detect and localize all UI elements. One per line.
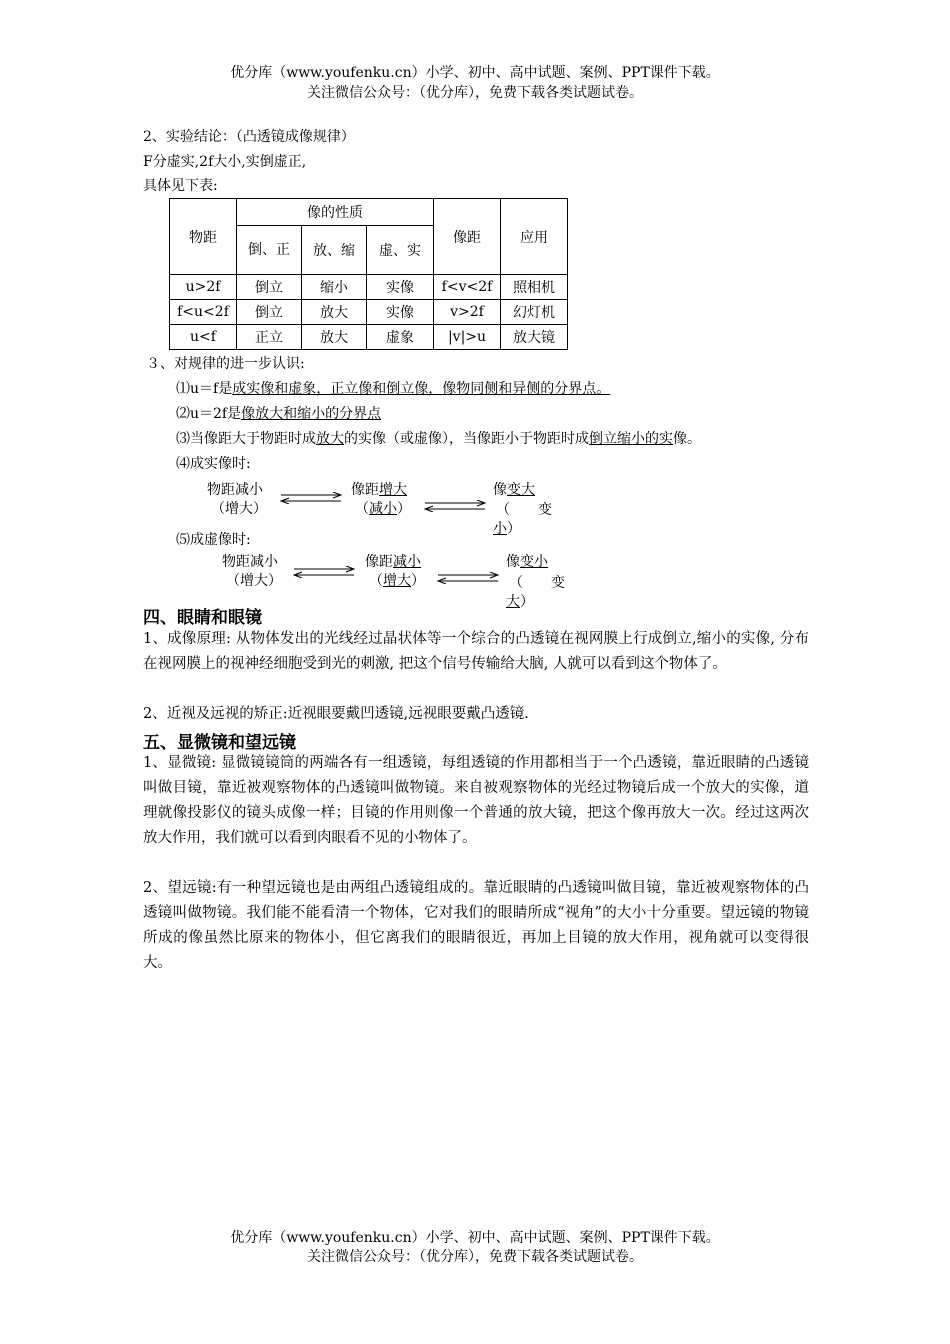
header-object-distance: 物距: [170, 199, 237, 275]
rule-point-5: ⑸成虚像时:: [176, 532, 251, 548]
table-row: [170, 300, 568, 325]
header-line-2: 关注微信公众号：（优分库），免费下载各类试题试卷。: [307, 85, 643, 101]
virtual-image-distance-alt: （增大）: [369, 573, 425, 589]
real-image-size-alt: （ 变: [496, 502, 552, 518]
virtual-object-increase: （增大）: [226, 573, 282, 589]
section2-title: 2、实验结论：（凸透镜成像规律）: [143, 129, 355, 145]
cell-v: v>2f: [434, 300, 501, 325]
header-image-nature: 像的性质: [237, 199, 434, 226]
footer-line-2: 关注微信公众号：（优分库），免费下载各类试题试卷。: [307, 1249, 643, 1265]
cell-real: 实像: [367, 300, 434, 325]
cell-v: f<v<2f: [434, 275, 501, 300]
section4-paragraph-1: 1、成像原理: 从物体发出的光线经过晶状体等一个综合的凸透镜在视网膜上行成倒立,缩小的实像, 分布在视网膜上的视神经细胞受到光的刺激, 把这个信号传输给大脑, 人就可以看到这个物体了。: [143, 631, 809, 672]
header-application: 应用: [501, 199, 568, 275]
section5-title: 五、显微镜和望远镜: [143, 733, 296, 753]
virtual-image-size-alt: （ 变: [509, 575, 565, 591]
rule-point-4: ⑷成实像时:: [176, 456, 251, 472]
header-orientation: 倒、正: [237, 226, 302, 275]
cell-u: u<f: [170, 325, 237, 350]
section4-paragraph-2: 2、近视及远视的矫正:近视眼要戴凹透镜,远视眼要戴凸透镜.: [143, 706, 529, 722]
header-real-virtual: 虚、实: [367, 226, 434, 275]
cell-orient: 倒立: [237, 300, 302, 325]
header-image-distance: 像距: [434, 199, 501, 275]
cell-orient: 正立: [237, 325, 302, 350]
cell-u: u>2f: [170, 275, 237, 300]
double-arrow-icon: [436, 572, 500, 584]
cell-size: 放大: [302, 325, 367, 350]
footer-line-1: 优分库（www.youfenku.cn）小学、初中、高中试题、案例、PPT课件下载。: [230, 1230, 720, 1246]
real-image-size: 像变大: [493, 482, 535, 498]
header-line-1: 优分库（www.youfenku.cn）小学、初中、高中试题、案例、PPT课件下载。: [230, 65, 720, 81]
section3-title: ３、对规律的进一步认识:: [146, 356, 305, 372]
cell-use: 幻灯机: [501, 300, 568, 325]
real-image-distance-alt: （减小）: [355, 501, 411, 517]
rule-point-3: ⑶当像距大于物距时成放大的实像（或虚像），当像距小于物距时成倒立缩小的实像。: [176, 431, 701, 447]
cell-size: 放大: [302, 300, 367, 325]
real-object-decrease: 物距减小: [207, 482, 263, 498]
cell-size: 缩小: [302, 275, 367, 300]
section5-paragraph-1: 1、显微镜: 显微镜镜筒的两端各有一组透镜，每组透镜的作用都相当于一个凸透镜，靠近眼睛的凸透镜叫做目镜，靠近被观察物体的凸透镜叫做物镜。来自被观察物体的光经过物镜后成一个放大的实像，道理就像投影仪的镜头成像一样；目镜的作用则像一个普通的放大镜，把这个像再放大一次。经过这两次放大作用，我们就可以看到肉眼看不见的小物体了。: [143, 755, 809, 846]
real-image-distance: 像距增大: [351, 482, 407, 498]
virtual-image-size: 像变小: [506, 554, 548, 570]
cell-real: 虚象: [367, 325, 434, 350]
section2-rule: F分虚实,2f大小,实倒虚正,: [143, 154, 307, 170]
table-row: [170, 325, 568, 350]
section5-paragraph-2: 2、望远镜:有一种望远镜也是由两组凸透镜组成的。靠近眼睛的凸透镜叫做目镜，靠近被观察物体的凸透镜叫做物镜。我们能不能看清一个物体，它对我们的眼睛所成“视角”的大小十分重要。望远镜的物镜所成的像虽然比原来的物体小，但它离我们的眼睛很近，再加上目镜的放大作用，视角就可以变得很大。: [143, 880, 809, 971]
section4-title: 四、眼睛和眼镜: [143, 608, 262, 628]
cell-u: f<u<2f: [170, 300, 237, 325]
rule-point-2: ⑵u＝2f是像放大和缩小的分界点: [176, 406, 382, 422]
header-size: 放、缩: [302, 226, 367, 275]
cell-use: 放大镜: [501, 325, 568, 350]
double-arrow-icon: [292, 566, 356, 578]
real-image-size-alt-end: 小）: [493, 521, 521, 537]
double-arrow-icon: [423, 500, 487, 512]
cell-real: 实像: [367, 275, 434, 300]
lens-rules-table: [169, 198, 568, 350]
virtual-image-size-alt-end: 大）: [506, 594, 534, 610]
virtual-object-decrease: 物距减小: [222, 554, 278, 570]
table-row: [170, 275, 568, 300]
virtual-image-distance: 像距减小: [365, 554, 421, 570]
cell-orient: 倒立: [237, 275, 302, 300]
real-object-increase: （增大）: [211, 501, 267, 517]
cell-use: 照相机: [501, 275, 568, 300]
rule-point-1: ⑴u＝f是成实像和虚象，正立像和倒立像，像物同侧和异侧的分界点。: [176, 381, 611, 397]
cell-v: |v|>u: [434, 325, 501, 350]
double-arrow-icon: [279, 492, 343, 504]
section2-see-table: 具体见下表:: [143, 178, 218, 194]
